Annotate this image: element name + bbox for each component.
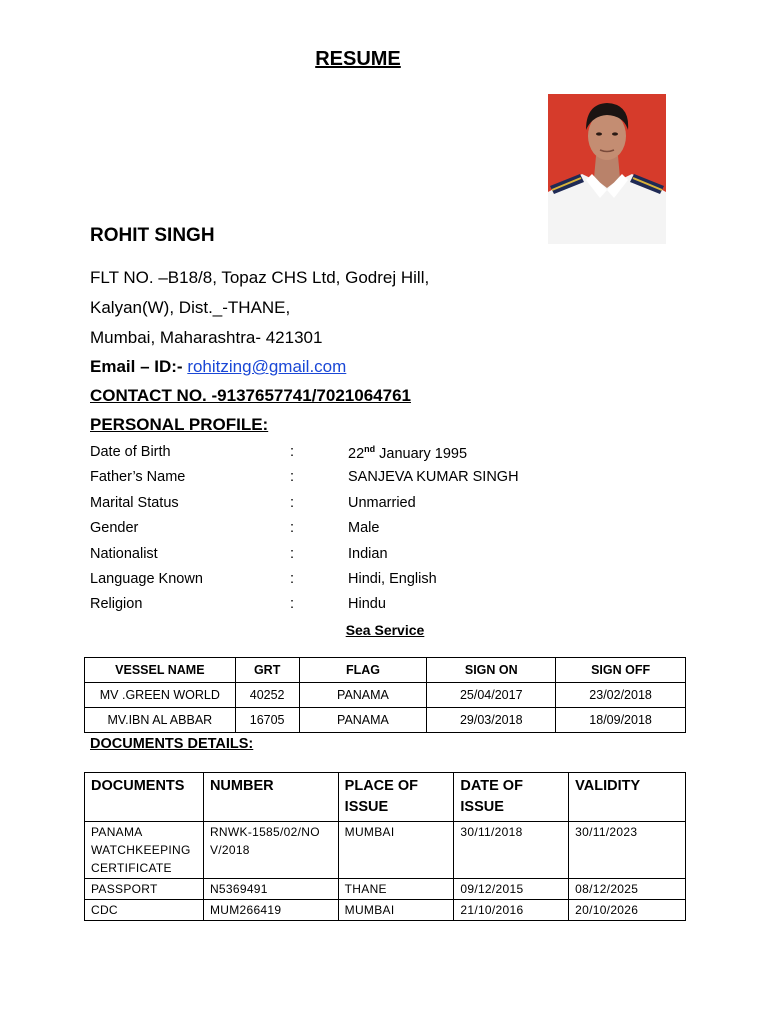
column-header: DATE OF ISSUE bbox=[454, 773, 569, 822]
table-cell: MV.IBN AL ABBAR bbox=[85, 708, 236, 733]
table-cell: PANAMA bbox=[299, 708, 427, 733]
profile-label: Date of Birth bbox=[90, 444, 171, 460]
table-cell: MUM266419 bbox=[203, 900, 338, 921]
profile-value: Unmarried bbox=[348, 495, 416, 511]
dob-month-year: January 1995 bbox=[375, 445, 468, 462]
profile-label: Nationalist bbox=[90, 546, 158, 562]
table-cell: 18/09/2018 bbox=[556, 708, 686, 733]
profile-value bbox=[348, 444, 467, 462]
table-cell: 30/11/2023 bbox=[569, 822, 686, 879]
table-cell: 40252 bbox=[235, 683, 299, 708]
table-row bbox=[85, 900, 686, 921]
table-cell: 08/12/2025 bbox=[569, 879, 686, 900]
dob-ordinal: nd bbox=[364, 444, 376, 454]
email-line bbox=[90, 357, 346, 377]
profile-colon: : bbox=[290, 596, 295, 612]
contact-number: CONTACT NO. -9137657741/7021064761 bbox=[90, 386, 411, 405]
email-label: Email – ID:- bbox=[90, 357, 188, 376]
profile-colon: : bbox=[290, 571, 295, 587]
table-header-row bbox=[85, 773, 686, 822]
column-header: PLACE OF ISSUE bbox=[338, 773, 454, 822]
documents-heading: DOCUMENTS DETAILS: bbox=[90, 736, 254, 752]
profile-colon: : bbox=[290, 444, 295, 460]
personal-profile-heading: PERSONAL PROFILE: bbox=[90, 415, 269, 434]
sea-service-table bbox=[84, 657, 686, 733]
table-cell: PANAMA WATCHKEEPING CERTIFICATE bbox=[85, 822, 204, 879]
column-header: DOCUMENTS bbox=[85, 773, 204, 822]
sea-service-heading: Sea Service bbox=[345, 622, 425, 638]
profile-colon: : bbox=[290, 495, 295, 511]
table-cell: 16705 bbox=[235, 708, 299, 733]
profile-label: Gender bbox=[90, 520, 139, 536]
table-row bbox=[85, 879, 686, 900]
address-line-1: FLT NO. –B18/8, Topaz CHS Ltd, Godrej Hill, bbox=[90, 268, 430, 287]
dob-day: 22 bbox=[348, 445, 365, 462]
column-header: SIGN OFF bbox=[556, 658, 686, 683]
profile-colon: : bbox=[290, 546, 295, 562]
table-cell: MV .GREEN WORLD bbox=[85, 683, 236, 708]
table-cell: CDC bbox=[85, 900, 204, 921]
column-header: VESSEL NAME bbox=[85, 658, 236, 683]
profile-label: Language Known bbox=[90, 571, 203, 587]
column-header: SIGN ON bbox=[427, 658, 556, 683]
column-header: FLAG bbox=[299, 658, 427, 683]
table-cell: N5369491 bbox=[203, 879, 338, 900]
table-cell: 20/10/2026 bbox=[569, 900, 686, 921]
column-header: GRT bbox=[235, 658, 299, 683]
candidate-name: ROHIT SINGH bbox=[90, 225, 215, 246]
profile-label: Father’s Name bbox=[90, 469, 186, 485]
table-row bbox=[85, 708, 686, 733]
profile-label: Religion bbox=[90, 596, 143, 612]
table-cell: MUMBAI bbox=[338, 822, 454, 879]
table-cell: MUMBAI bbox=[338, 900, 454, 921]
documents-table bbox=[84, 772, 686, 921]
profile-value: Indian bbox=[348, 546, 388, 562]
profile-value: Male bbox=[348, 520, 380, 536]
table-row bbox=[85, 822, 686, 879]
address-line-2: Kalyan(W), Dist._-THANE, bbox=[90, 298, 291, 317]
table-cell: 30/11/2018 bbox=[454, 822, 569, 879]
table-cell: PASSPORT bbox=[85, 879, 204, 900]
profile-colon: : bbox=[290, 520, 295, 536]
address-line-3: Mumbai, Maharashtra- 421301 bbox=[90, 328, 323, 347]
profile-photo bbox=[548, 94, 666, 244]
table-cell: RNWK-1585/02/NOV/2018 bbox=[203, 822, 338, 879]
column-header: NUMBER bbox=[203, 773, 338, 822]
email-link[interactable]: rohitzing@gmail.com bbox=[187, 357, 347, 376]
profile-value: Hindi, English bbox=[348, 571, 437, 587]
table-row bbox=[85, 683, 686, 708]
profile-value: SANJEVA KUMAR SINGH bbox=[348, 469, 519, 485]
column-header: VALIDITY bbox=[569, 773, 686, 822]
table-header-row bbox=[85, 658, 686, 683]
table-cell: 29/03/2018 bbox=[427, 708, 556, 733]
table-cell: 23/02/2018 bbox=[556, 683, 686, 708]
page-title: RESUME bbox=[315, 48, 401, 70]
table-cell: 21/10/2016 bbox=[454, 900, 569, 921]
table-cell: THANE bbox=[338, 879, 454, 900]
profile-label: Marital Status bbox=[90, 495, 179, 511]
profile-value: Hindu bbox=[348, 596, 386, 612]
table-cell: 25/04/2017 bbox=[427, 683, 556, 708]
table-cell: 09/12/2015 bbox=[454, 879, 569, 900]
profile-colon: : bbox=[290, 469, 295, 485]
table-cell: PANAMA bbox=[299, 683, 427, 708]
